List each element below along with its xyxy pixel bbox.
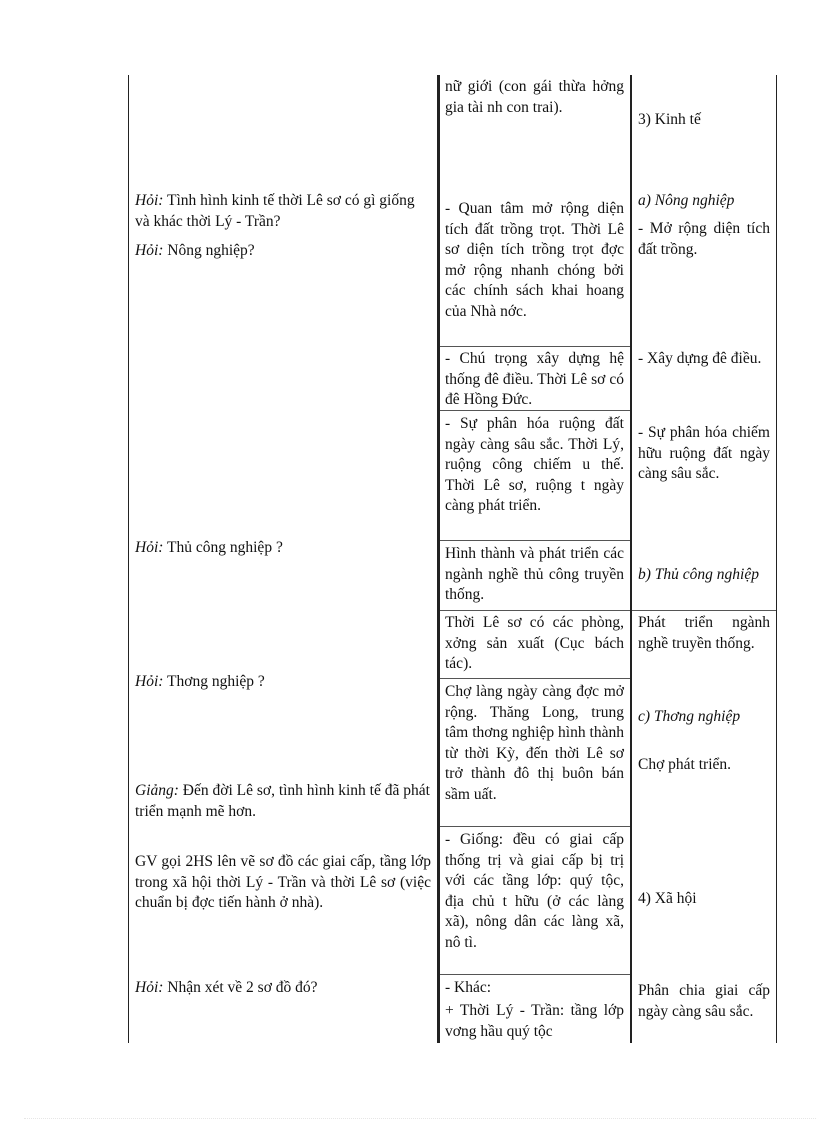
question-handicraft [135,538,431,559]
row-separator [440,540,630,541]
summary-paragraph: - Xây dựng đê điều. [638,350,762,367]
section-heading-society: 4) Xã hội [638,890,697,907]
section-heading-economy: 3) Kinh tế [638,111,701,128]
table-border-middle-left [437,75,440,1043]
page-bottom-edge [24,1118,816,1119]
question-label: Hỏi: [135,673,164,690]
row-separator [440,610,630,611]
row-separator [440,346,630,347]
teacher-instruction: GV gọi 2HS lên vẽ sơ đồ các giai cấp, tầng lớp trong xã hội thời Lý - Trần và thời Lê sơ (việc chuẩn bị đợc tiến hành ở nhà). [135,853,431,911]
table-border-right [776,75,777,1043]
question-text: Thủ công nghiệp ? [167,539,283,556]
summary-paragraph: Phát triển ngành nghề truyền thống. [638,614,770,652]
question-agriculture [135,241,431,262]
summary-paragraph: - Sự phân hóa chiếm hữu ruộng đất ngày càng sâu sắc. [638,424,770,482]
content-paragraph: - Chú trọng xây dựng hệ thống đê điều. Thời Lê sơ có đê Hồng Đức. [445,350,624,408]
row-separator [440,826,630,827]
content-paragraph: - Khác: [445,979,492,996]
subheading-agriculture: a) Nông nghiệp [638,192,735,209]
content-paragraph: Chợ làng ngày càng đợc mở rộng. Thăng Long, trung tâm thơng nghiệp hình thành từ thời Kỳ, đến thời Lê sơ trở thành đô thị buôn bán sầm uất. [445,683,624,803]
row-separator [440,678,630,679]
row-separator [440,974,630,975]
content-paragraph: Thời Lê sơ có các phòng, xởng sản xuất (Cục bách tác). [445,614,624,672]
question-label: Hỏi: [135,242,164,259]
question-label: Hỏi: [135,539,164,556]
lecture-text: Đến đời Lê sơ, tình hình kinh tế đã phát triển mạnh mẽ hơn. [135,782,430,820]
question-comparison [135,978,431,999]
question-text: Tình hình kinh tế thời Lê sơ có gì giống và khác thời Lý - Trần? [135,192,415,230]
content-paragraph: - Quan tâm mở rộng diện tích đất trồng trọt. Thời Lê sơ diện tích trồng trọt đợc mở rộng nhanh chóng bởi các chính sách khai hoang của Nhà nớc. [445,200,624,320]
lecture-note [135,781,431,822]
table-border-middle-right [630,75,632,1043]
table-border-left [128,75,129,1043]
summary-paragraph: Chợ phát triển. [638,756,731,773]
content-paragraph: + Thời Lý - Trần: tầng lớp vơng hầu quý tộc [445,1002,624,1040]
question-label: Hỏi: [135,979,164,996]
question-text: Nông nghiệp? [167,242,255,259]
content-paragraph: - Sự phân hóa ruộng đất ngày càng sâu sắc. Thời Lý, ruộng công chiếm u thế. Thời Lê sơ, ruộng t ngày càng phát triển. [445,415,624,514]
question-text: Thơng nghiệp ? [167,673,265,690]
subheading-handicraft: b) Thủ công nghiệp [638,566,759,583]
content-paragraph: nữ giới (con gái thừa hởng gia tài nh con trai). [445,78,624,116]
summary-paragraph: Phân chia giai cấp ngày càng sâu sắc. [638,982,770,1020]
content-paragraph: Hình thành và phát triển các ngành nghề thủ công truyền thống. [445,545,624,603]
question-text: Nhận xét về 2 sơ đồ đó? [167,979,318,996]
row-separator [632,610,776,611]
content-paragraph: - Giống: đều có giai cấp thống trị và giai cấp bị trị với các tầng lớp: quý tộc, địa chủ t hữu (ở các làng xã), nông dân các làng xã, nô tì. [445,831,624,951]
question-economy [135,191,431,232]
subheading-commerce: c) Thơng nghiệp [638,708,741,725]
summary-paragraph: - Mở rộng diện tích đất trồng. [638,220,770,258]
question-commerce [135,672,431,693]
question-label: Hỏi: [135,192,164,209]
lecture-label: Giảng: [135,782,179,799]
